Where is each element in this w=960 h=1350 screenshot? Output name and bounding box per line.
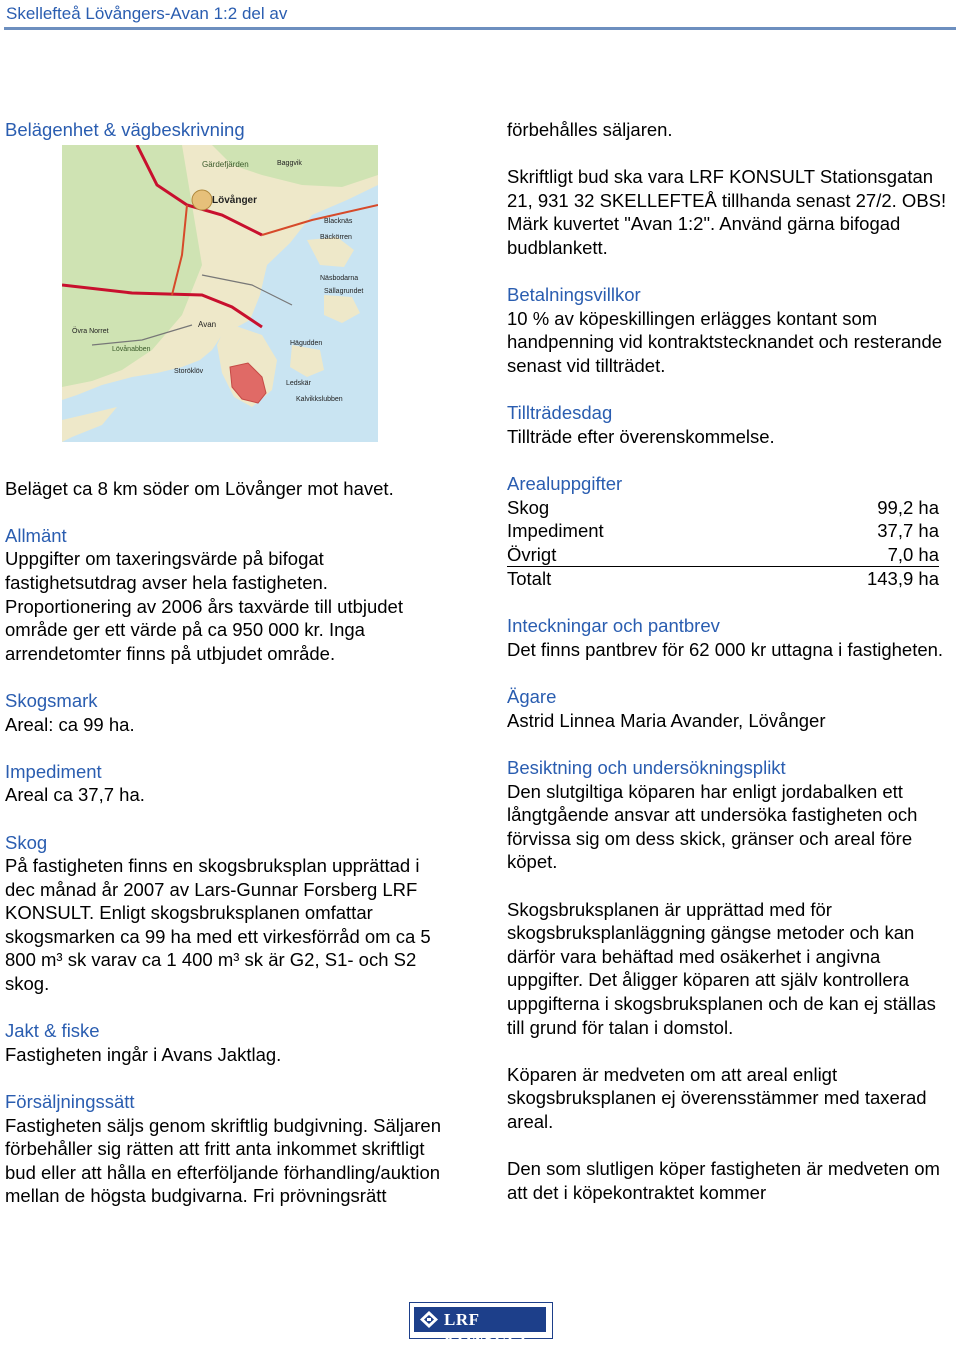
forest-text: På fastigheten finns en skogsbruksplan upprättad i dec månad år 2007 av Lars-Gunnar Forsberg LRF KONSULT. Enligt skogsbruksplanen omfattar skogsmarken ca 99 ha med ett virkesförråd om ca 5 800 m³ sk varav ca 1 400 m³ sk är G2, S1- och S2 skog. — [5, 855, 431, 995]
svg-text:Kalvikkslubben: Kalvikkslubben — [296, 396, 343, 403]
lrf-emblem-icon — [419, 1310, 439, 1329]
hunting-heading: Jakt & fiske — [5, 1020, 100, 1042]
forest-land-text: Areal: ca 99 ha. — [5, 713, 135, 735]
hunting-text: Fastigheten ingår i Avans Jaktlag. — [5, 1043, 282, 1065]
inspection-heading: Besiktning och undersökningsplikt — [507, 757, 786, 779]
forest-land-heading: Skogsmark — [5, 689, 98, 711]
forest-heading: Skog — [5, 831, 48, 853]
svg-text:Lövånabben: Lövånabben — [112, 346, 151, 353]
area-row — [507, 519, 939, 543]
inspection-text-3: Köparen är medveten om att areal enligt skogsbruksplanen ej överensstämmer med taxerad areal. — [507, 1063, 927, 1132]
impediment-text: Areal ca 37,7 ha. — [5, 784, 145, 806]
sale-heading: Försäljningssätt — [5, 1091, 135, 1113]
area-total-row — [507, 567, 939, 591]
access-text: Tillträde efter överenskommelse. — [507, 425, 775, 447]
svg-text:Ledskär: Ledskär — [286, 380, 311, 387]
header-rule — [4, 27, 956, 30]
area-value: 37,7 ha — [877, 520, 939, 542]
inspection-text-1: Den slutgiltiga köparen har enligt jordabalken ett långtgående ansvar att undersöka fastigheten och förvissa sig om dess skick, gränser och areal före köpet. — [507, 780, 918, 873]
location-heading: Belägenhet & vägbeskrivning — [5, 119, 245, 140]
area-label: Skog — [507, 496, 550, 518]
sale-continued-text: förbehålles säljaren. — [507, 119, 673, 140]
impediment-heading: Impediment — [5, 760, 102, 782]
area-label: Impediment — [507, 520, 604, 542]
owner-text: Astrid Linnea Maria Avander, Lövånger — [507, 709, 826, 731]
svg-text:Blacknäs: Blacknäs — [324, 218, 353, 225]
svg-text:Näsbodarna: Näsbodarna — [320, 275, 359, 282]
svg-text:Storöklöv: Storöklöv — [174, 368, 204, 375]
location-map — [62, 145, 378, 442]
area-total-value: 143,9 ha — [755, 567, 939, 591]
payment-heading: Betalningsvillkor — [507, 284, 641, 306]
lrf-konsult-logo — [409, 1302, 553, 1349]
location-text: Beläget ca 8 km söder om Lövånger mot havet. — [5, 477, 394, 499]
svg-text:Avan: Avan — [198, 320, 217, 329]
access-heading: Tillträdesdag — [507, 402, 613, 424]
right-column — [507, 118, 947, 1204]
general-text: Uppgifter om taxeringsvärde på bifogat fastighetsutdrag avser hela fastigheten. Proportionering av 2006 års taxvärde till utbjudet område ger ett värde på ca 950 000 kr. Inga arrendetomter finns på utbjudet område. — [5, 548, 403, 664]
logo-text: LRF KONSULT — [444, 1310, 530, 1349]
svg-text:Övra Norret: Övra Norret — [72, 328, 109, 335]
svg-text:Bäckörren: Bäckörren — [320, 234, 352, 241]
area-value: 7,0 ha — [887, 543, 939, 565]
svg-text:Hägudden: Hägudden — [290, 340, 323, 347]
mortgages-text: Det finns pantbrev för 62 000 kr uttagna i fastigheten. — [507, 639, 944, 661]
payment-text: 10 % av köpeskillingen erlägges kontant som handpenning vid kontraktstecknandet och resterande senast vid tillträdet. — [507, 307, 943, 376]
area-value: 99,2 ha — [877, 496, 939, 518]
area-label: Övrigt — [507, 543, 557, 565]
bids-text: Skriftligt bud ska vara LRF KONSULT Stationsgatan 21, 931 32 SKELLEFTEÅ tillhanda senast 27/2. OBS! Märk kuvertet "Avan 1:2". Använd gärna bifogad budblankett. — [507, 166, 947, 258]
areas-table — [507, 496, 939, 591]
mortgages-heading: Inteckningar och pantbrev — [507, 615, 720, 637]
area-row — [507, 543, 939, 567]
svg-text:Gärdefjärden: Gärdefjärden — [202, 160, 249, 169]
inspection-text-4: Den som slutligen köper fastigheten är medveten om att det i köpekontraktet kommer — [507, 1158, 940, 1203]
areas-heading: Arealuppgifter — [507, 472, 623, 494]
svg-text:Lövånger: Lövånger — [212, 195, 258, 206]
inspection-text-2: Skogsbruksplanen är upprättad med för skogsbruksplanläggning gängse metoder och kan därför vara behäftad med osäkerhet i angivna uppgifter. Det åligger köparen att själv kontrollera uppgifterna i skogsbruksplanen och de kan ej ställas till grund för talan i domstol. — [507, 898, 936, 1038]
document-title: Skellefteå Lövångers-Avan 1:2 del av — [6, 4, 288, 23]
area-total-label: Totalt — [507, 567, 755, 591]
page-header — [4, 2, 956, 30]
general-heading: Allmänt — [5, 524, 67, 546]
svg-text:Baggvik: Baggvik — [277, 160, 302, 167]
sale-text: Fastigheten säljs genom skriftlig budgivning. Säljaren förbehåller sig rätten att fritt anta inkommet skriftligt bud eller att hålla en efterföljande förhandling/auktion mellan de högsta budgivarna. Fri prövningsrätt — [5, 1114, 442, 1207]
svg-text:Sällagrundet: Sällagrundet — [324, 288, 364, 295]
owner-heading: Ägare — [507, 686, 557, 708]
area-row — [507, 496, 939, 520]
